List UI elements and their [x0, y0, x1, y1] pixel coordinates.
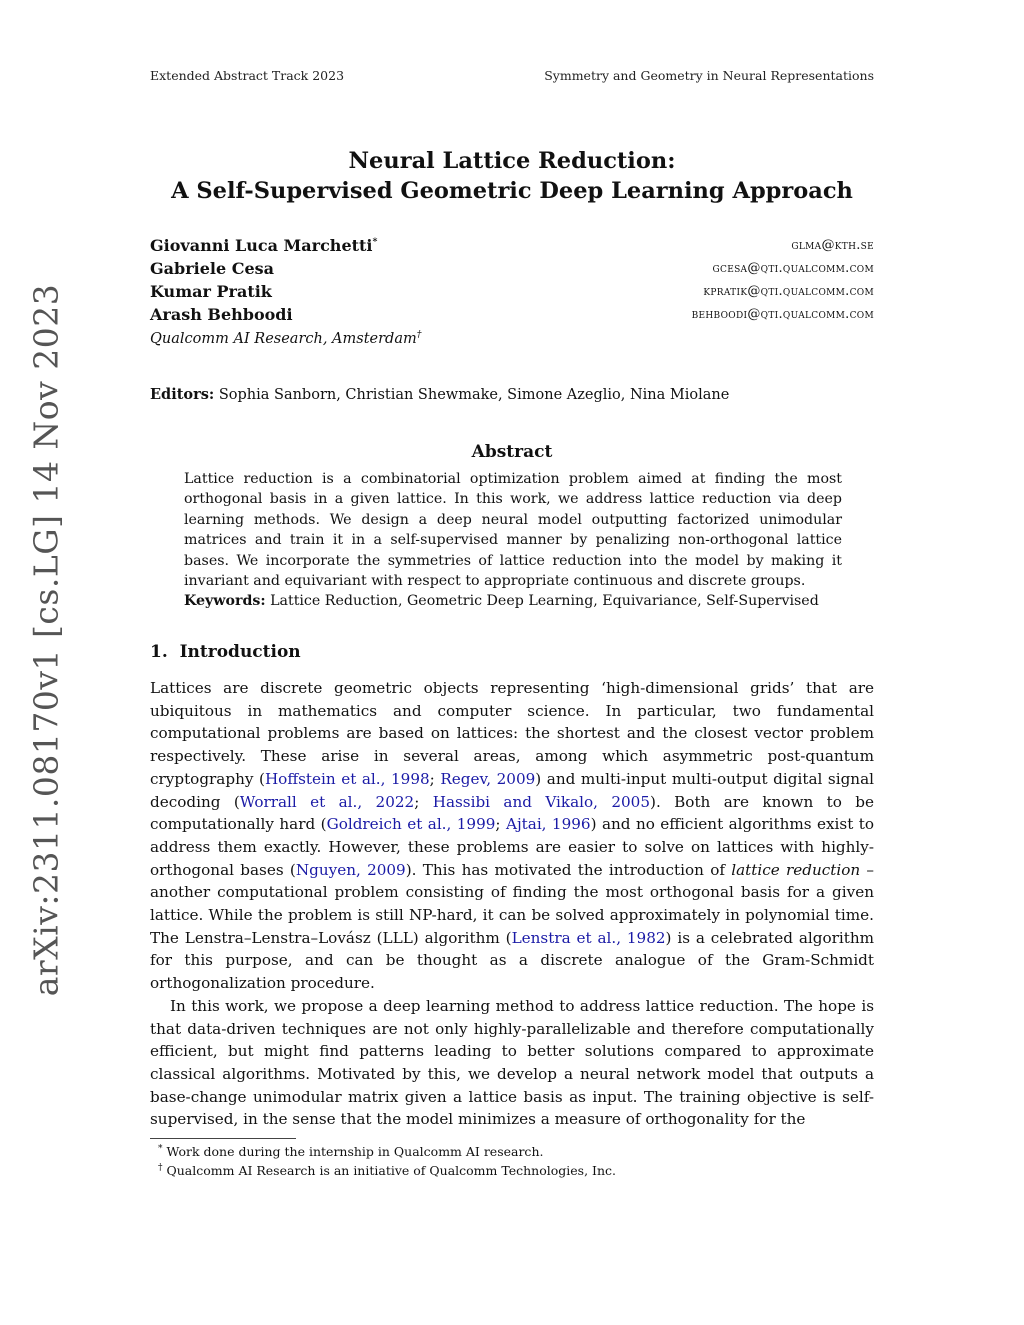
citation-link[interactable]: Lenstra et al., 1982 — [511, 928, 666, 947]
intro-paragraph-2: In this work, we propose a deep learning method to address lattice reduction. The hope is that data-driven techniques are not only highly-parallelizable and therefore computationally efficient, but might find patterns leading to better solutions compared to approximate classical algorithms. Motivated by this, we develop a neural network model that outputs a base-change unimodular matrix given a lattice basis as input. The training objective is self-supervised, in the sense that the model minimizes a measure of orthogonality for the — [150, 996, 874, 1129]
author-row — [150, 259, 874, 281]
footnote-mark: * — [158, 1144, 163, 1154]
text-run: ) and multi-input multi-output digital signal decoding ( — [150, 769, 874, 811]
intro-paragraph-1: Lattices are discrete geometric objects representing ‘high-dimensional grids’ that are ubiquitous in mathematics and computer science. In particular, two fundamental computational problems are based on lattices: the shortest and the closest vector problem respectively. These arise in several areas, among which asymmetric post-quantum cryptography (Hoffstein et al., 1998; Regev, 2009) and multi-input multi-output digital signal decoding (Worrall et al., 2022; Hassibi and Vikalo, 2005). Both are known to be computationally hard (Goldreich et al., 1999; Ajtai, 1996) and no efficient algorithms exist to address them exactly. However, these problems are easier to solve on lattices with highly-orthogonal bases (Nguyen, 2009). This has motivated the introduction of lattice reduction – another computational problem consisting of finding the most orthogonal basis for a given lattice. While the problem is still NP-hard, it can be solved approximately in polynomial time. The Lenstra–Lenstra–Lovász (LLL) algorithm (Lenstra et al., 1982) is a celebrated algorithm for this purpose, and can be thought as a discrete analogue of the Gram-Schmidt orthogonalization procedure. — [150, 679, 875, 993]
keywords-label: Keywords: — [184, 593, 266, 610]
abstract-heading: Abstract — [471, 442, 553, 462]
text-run: – another computational problem consisting of finding the most orthogonal basis for a given lattice. While the problem is still NP-hard, it can be solved approximately in polynomial time. The Lenstra–Lenstra–Lovász (LLL) algorithm ( — [150, 860, 874, 947]
keywords-text: Lattice Reduction, Geometric Deep Learning, Equivariance, Self-Supervised — [270, 593, 819, 610]
running-header-right: Symmetry and Geometry in Neural Representations — [544, 68, 874, 83]
paper-title-line-2: A Self-Supervised Geometric Deep Learning Approach — [171, 178, 853, 204]
section-title: Introduction — [179, 642, 301, 662]
arxiv-identifier: arXiv:2311.08170v1 [cs.LG] 14 Nov 2023 — [26, 283, 66, 997]
editors-line — [150, 386, 729, 403]
abstract-text: Lattice reduction is a combinatorial optimization problem aimed at finding the most orthogonal basis in a given lattice. In this work, we address lattice reduction via deep learning methods. We design a deep neural model outputting factorized unimodular matrices and train it in a self-supervised manner by penalizing non-orthogonal lattice bases. We incorporate the symmetries of lattice reduction into the model by making it invariant and equivariant with respect to appropriate continuous and discrete groups. — [184, 471, 842, 590]
author-email[interactable]: behboodi@qti.qualcomm.com — [691, 307, 874, 322]
section-heading — [150, 642, 301, 662]
citation-link[interactable]: Regev, 2009 — [440, 769, 536, 788]
author-name: Arash Behboodi — [150, 305, 293, 324]
running-header-left: Extended Abstract Track 2023 — [150, 68, 345, 83]
author-footnote-mark: * — [372, 236, 378, 248]
text-run: ) and no efficient algorithms exist to address them exactly. However, these problems are easier to solve on lattices with highly-orthogonal bases ( — [150, 815, 874, 879]
author-row — [150, 236, 874, 258]
text-run: ). Both are known to be computationally hard ( — [150, 792, 874, 834]
citation-link[interactable]: Goldreich et al., 1999 — [326, 815, 496, 834]
affiliation-footnote-mark: † — [416, 329, 422, 340]
introduction-body — [150, 677, 874, 1131]
section-number: 1. — [150, 642, 168, 662]
author-name: Giovanni Luca Marchetti — [150, 236, 373, 255]
editors-label: Editors: — [150, 386, 215, 403]
text-run: ). This has motivated the introduction of — [405, 860, 732, 879]
abstract-block — [184, 469, 842, 612]
author-row — [150, 305, 874, 327]
text-run: Lattices are discrete geometric objects representing ‘high-dimensional grids’ that are ubiquitous in mathematics and computer science. In particular, two fundamental computational problems are based on lattices: the shortest and the closest vector problem respectively. These arise in several areas, among which asymmetric post-quantum cryptography ( — [150, 679, 874, 788]
citation-link[interactable]: Ajtai, 1996 — [505, 815, 591, 834]
text-run: ) is a celebrated algorithm for this purpose, and can be thought as a discrete analogue of the Gram-Schmidt orthogonalization procedure. — [150, 928, 875, 993]
paper-title-line-1: Neural Lattice Reduction: — [348, 148, 676, 174]
editors-names: Sophia Sanborn, Christian Shewmake, Simone Azeglio, Nina Miolane — [218, 387, 730, 403]
emphasis: lattice reduction — [731, 860, 861, 879]
footnote-text: Work done during the internship in Qualcomm AI research. — [166, 1144, 544, 1160]
author-email[interactable]: gcesa@qti.qualcomm.com — [712, 261, 874, 276]
author-row — [150, 282, 874, 304]
footnote-text: Qualcomm AI Research is an initiative of Qualcomm Technologies, Inc. — [166, 1163, 617, 1179]
citation-link[interactable]: Hassibi and Vikalo, 2005 — [432, 792, 651, 811]
affiliation — [150, 329, 421, 347]
author-email[interactable]: kpratik@qti.qualcomm.com — [703, 284, 874, 299]
affiliation-text: Qualcomm AI Research, Amsterdam — [150, 330, 417, 347]
footnote-rule — [150, 1138, 296, 1139]
citation-link[interactable]: Worrall et al., 2022 — [239, 792, 415, 811]
author-name: Gabriele Cesa — [150, 259, 275, 278]
author-name: Kumar Pratik — [150, 282, 272, 301]
author-email[interactable]: glma@kth.se — [791, 238, 874, 253]
footnote-mark: † — [158, 1163, 163, 1173]
citation-link[interactable]: Hoffstein et al., 1998 — [264, 769, 430, 788]
keywords-line — [184, 591, 842, 611]
footnote — [158, 1144, 543, 1159]
citation-link[interactable]: Nguyen, 2009 — [295, 860, 406, 879]
footnote — [158, 1163, 616, 1178]
